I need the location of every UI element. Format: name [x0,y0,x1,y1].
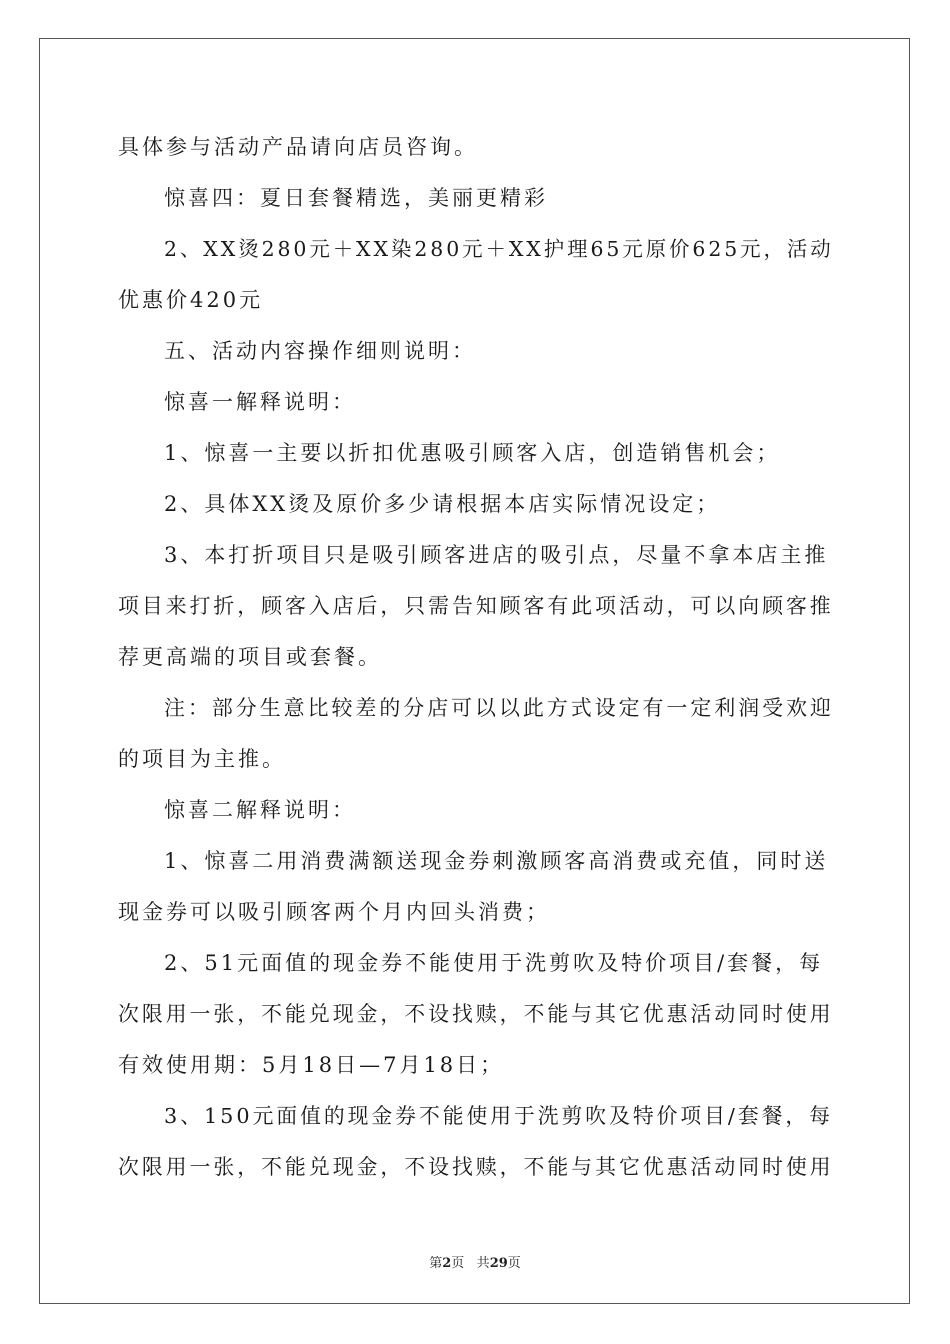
text-line: 惊喜二解释说明： [164,798,356,822]
page-total: 29 [489,1256,508,1271]
text-line: 惊喜四：夏日套餐精选，美丽更精彩 [164,186,548,210]
page-suffix: 页 [451,1256,465,1271]
page-prefix: 第 [429,1256,443,1271]
page-current: 2 [442,1256,452,1271]
text-line: 优惠价420元 [118,288,264,312]
text-line: 有效使用期：5月18日—7月18日； [118,1053,505,1077]
text-line: 2、XX烫280元＋XX染280元＋XX护理65元原价625元，活动 [164,237,834,261]
text-line: 3、本打折项目只是吸引顾客进店的吸引点，尽量不拿本店主推 [164,543,829,567]
text-line: 1、惊喜一主要以折扣优惠吸引顾客入店，创造销售机会； [164,441,781,465]
text-line: 1、惊喜二用消费满额送现金券刺激顾客高消费或充值，同时送 [164,849,829,873]
text-line: 具体参与活动产品请向店员咨询。 [118,135,478,159]
text-line: 注：部分生意比较差的分店可以以此方式设定有一定利润受欢迎 [164,696,834,720]
page-footer [0,1252,950,1271]
text-line: 2、51元面值的现金券不能使用于洗剪吹及特价项目/套餐，每 [164,951,824,975]
total-suffix: 页 [507,1256,521,1271]
document-body [118,122,834,1193]
text-line: 五、活动内容操作细则说明： [164,339,476,363]
text-line: 次限用一张，不能兑现金，不设找赎，不能与其它优惠活动同时使用 [118,1002,834,1026]
text-line: 2、具体XX烫及原价多少请根据本店实际情况设定； [164,492,721,516]
text-line: 荐更高端的项目或套餐。 [118,645,382,669]
total-prefix: 共 [476,1256,490,1271]
text-line: 的项目为主推。 [118,747,286,771]
text-line: 现金券可以吸引顾客两个月内回头消费； [118,900,550,924]
text-line: 项目来打折，顾客入店后，只需告知顾客有此项活动，可以向顾客推 [118,594,834,618]
text-line: 惊喜一解释说明： [164,390,356,414]
text-line: 3、150元面值的现金券不能使用于洗剪吹及特价项目/套餐，每 [164,1104,833,1128]
text-line: 次限用一张，不能兑现金，不设找赎，不能与其它优惠活动同时使用 [118,1155,834,1179]
